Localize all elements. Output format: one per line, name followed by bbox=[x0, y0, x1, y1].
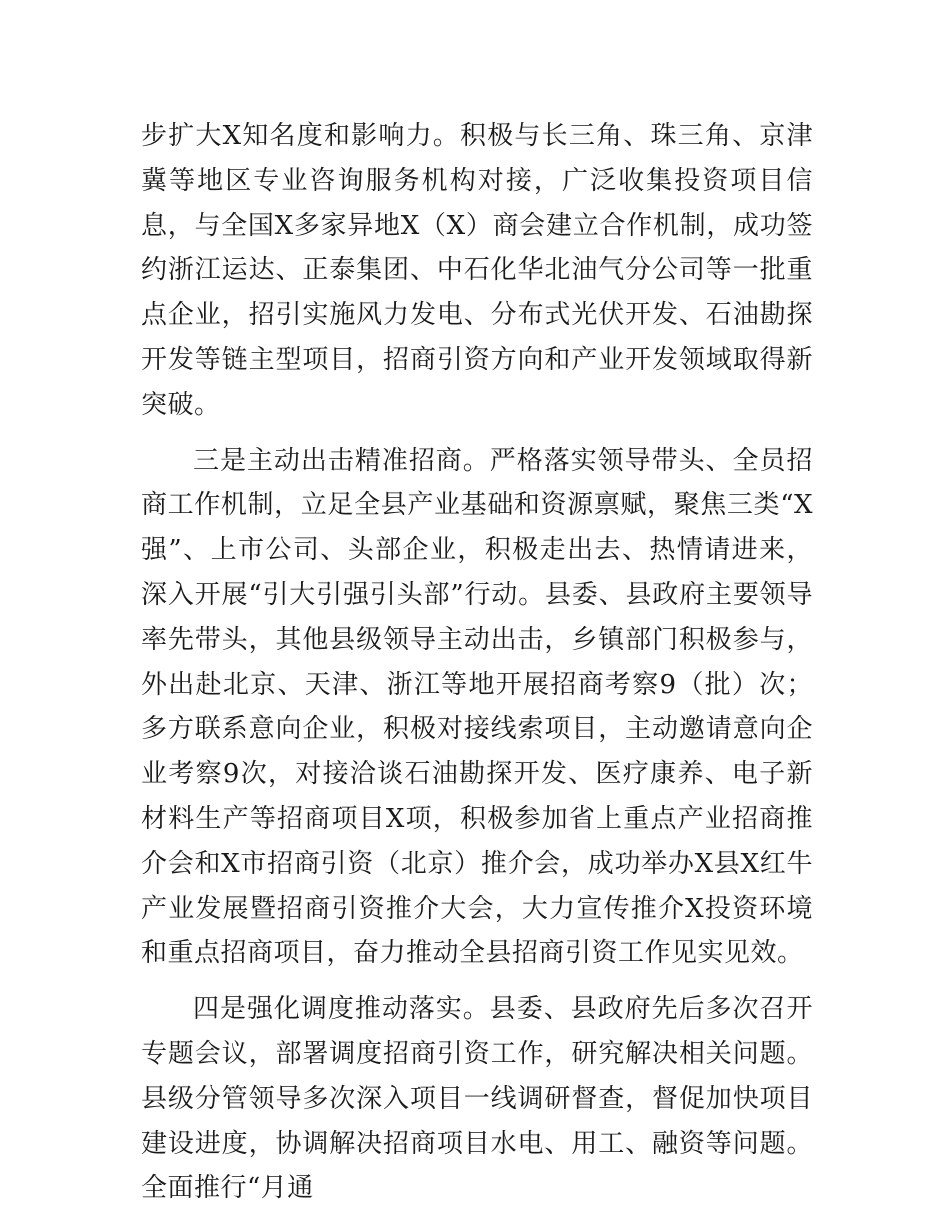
paragraph-continuation: 步扩大X知名度和影响力。积极与长三角、珠三角、京津冀等地区专业咨询服务机构对接，广泛收集投资项目信息，与全国X多家异地X（X）商会建立合作机制，成功签约浙江运达、正泰集团、中石化华北油气分公司等一批重点企业，招引实施风力发电、分布式光伏开发、石油勘探开发等链主型项目，招商引资方向和产业开发领域取得新突破。 bbox=[141, 121, 813, 420]
paragraph-scheduling-implementation: 四是强化调度推动落实。县委、县政府先后多次召开专题会议，部署调度招商引资工作，研究解决相关问题。县级分管领导多次深入项目一线调研督查，督促加快项目建设进度，协调解决招商项目水电、用工、融资等问题。全面推行“月通 bbox=[141, 994, 813, 1204]
document-body bbox=[141, 114, 813, 1211]
paragraph-proactive-investment: 三是主动出击精准招商。严格落实领导带头、全员招商工作机制，立足全县产业基础和资源禀赋，聚焦三类“X强”、上市公司、头部企业，积极走出去、热情请进来，深入开展“引大引强引头部”行动。县委、县政府主要领导率先带头，其他县级领导主动出击，乡镇部门积极参与，外出赴北京、天津、浙江等地开展招商考察9（批）次；多方联系意向企业，积极对接线索项目，主动邀请意向企业考察9次，对接洽谈石油勘探开发、医疗康养、电子新材料生产等招商项目X项，积极参加省上重点产业招商推介会和X市招商引资（北京）推介会，成功举办X县X红牛产业发展暨招商引资推介大会，大力宣传推介X投资环境和重点招商项目，奋力推动全县招商引资工作见实见效。 bbox=[141, 445, 813, 969]
